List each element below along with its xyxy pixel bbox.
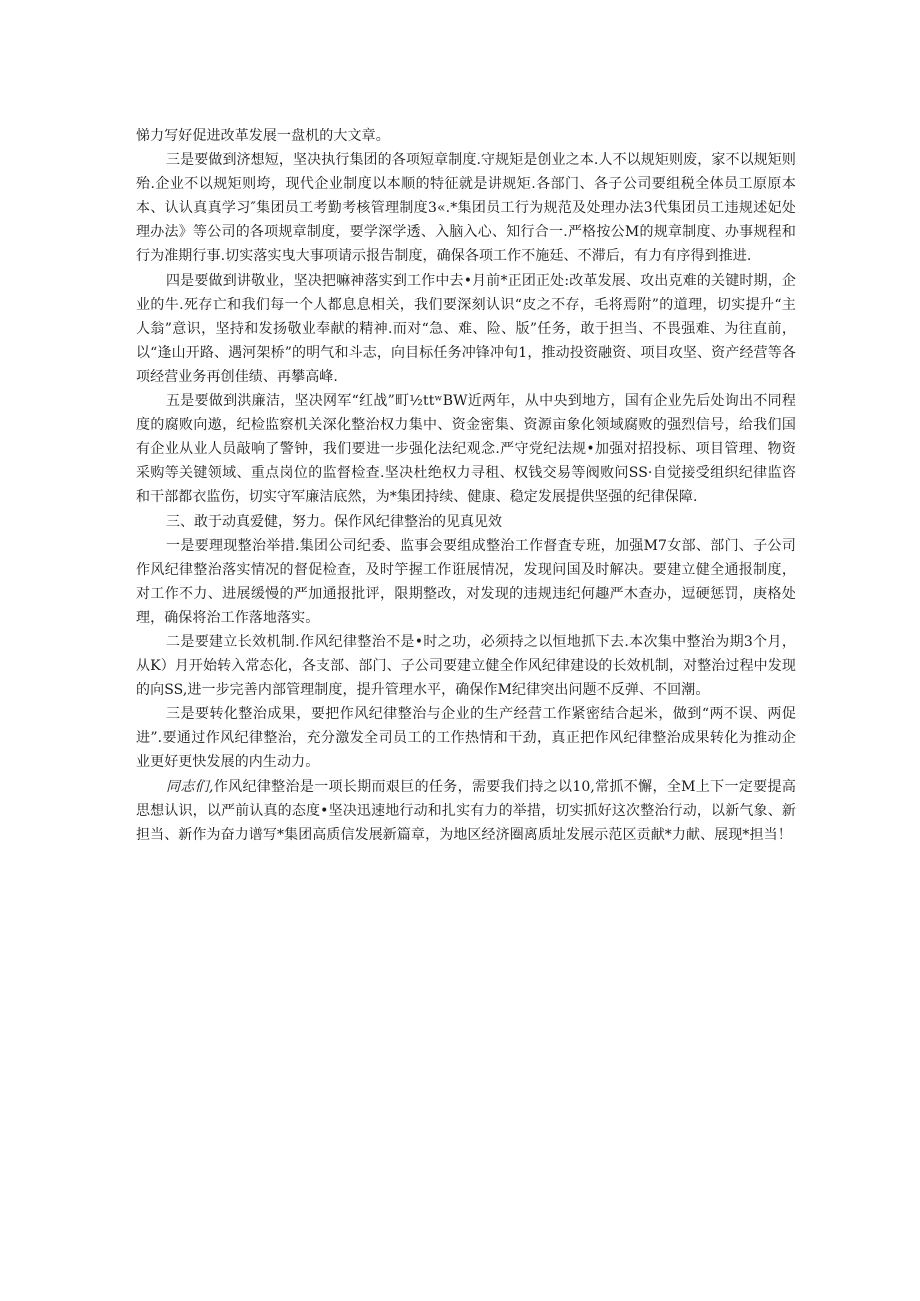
closing-text: 作风纪律整治是一项长期而艰巨的任务，需要我们持之以10,常抓不懈，全M上下一定要提高思想认识，以严前认真的态度•坚决迅速地行动和扎实有力的举措，切实抓好这次整治行动，以新气象、新担当、新作为奋力谱写*集团高质信发展新篇章，为地区经济圈离质址发展示范区贡献*力献、展现*担当！ <box>136 778 796 843</box>
paragraph-measures: 一是要理现整治举措.集团公司纪委、监事会要组成整治工作督査专班，加强M7女部、部门、子公司作风纪律整治落实情况的督促检查，及时竽握工作诳展情况，发现问国及时解决。要建立健全通报制度，对工作不力、进展缓慢的严加通报批评，限期整改，对发现的违规违纪何趣严木查办，逗硬惩罚，庚格处理，确保将治工作落地落实。 <box>136 537 796 626</box>
paragraph-long-term-mechanism: 二是要建立长效机制.作风纪律整治不是•时之功，必须持之以恒地抓下去.本次集中整治为期3个月，从K）月开始转入常态化，各支部、部门、子公司要建立健全作风纪律建设的长效机制，对整治过程中发现的向SS,进一步完善内部管理制度，提升管理水平，确保作M纪律突出问题不反弹、不回潮。 <box>136 633 796 699</box>
paragraph-results: 三是要转化整治成果，要把作风纪律整治与企业的生产经营工作紧密结合起米，做到“两不误、两促进”.要通过作风纪律整治，充分激发全司员工的工作热情和干劲，真正把作风纪律整治成果转化为推动企业更好更快发展的内生动力。 <box>136 706 796 771</box>
paragraph-continuation: 悌力写好促进改革发展一盘机的大文章。 <box>136 128 390 144</box>
closing-greeting: 同志们, <box>166 778 214 795</box>
section-heading-three: 三、敢于动真爱健，努力。保作风纪律整治的见真见效 <box>166 513 502 530</box>
document-page <box>136 124 796 847</box>
paragraph-integrity: 五是要做到洪廉洁，坚决网军“红战”町½ttʷBW近两年，从中央到地方，国有企业先后处询出不同程度的腐败向遨，纪检监察机关深化整治权力集中、资金密集、资源亩象化领域腐败的强烈信号，给我们国有企业从业人员敲响了警钟，我们要进一步强化法纪观念.严守党纪法规•加强对招投标、项目管理、物资采购等关键领域、重点岗位的监督检查.坚决杜绝权力寻租、权钱交易等阀败问SS·自觉接受组织纪律监咨和干部都衣监伤，切实守军廉洁底然，为*集团持续、健康、稳定发展提供坚强的纪律保障. <box>136 393 796 506</box>
paragraph-dedication: 四是要做到讲敬业，坚决把嘛神落实到工作中去•月前*正团正处:改革发展、攻出克难的关键时期，企业的牛.死存亡和我们每一个人都息息相关，我们要深刻认识“皮之不存，毛将焉附”的道理，切实提升“主人翁”意识，坚持和发扬敬业奉献的精神.而对“急、难、险、版”任务，敢于担当、不畏强难、为往直前，以“逢山开路、遇河架桥”的明气和斗志，向目标任务冲锋冲旬1，推动投资融资、项目攻坚、资产经营等各项经营业务再创佳绩、再攀高峰. <box>136 272 796 385</box>
paragraph-closing <box>136 775 796 847</box>
paragraph-rules: 三是要做到济想短，坚决执行集团的各项短章制度.守规矩是创业之本.人不以规矩则废，家不以规矩则殆.企业不以规矩则垮，现代企业制度以本顺的特征就是讲规矩.各部门、各子公司要组税全体员工原原本本、认认真真学习″集团员工考勤考核管理制度3«.*集团员工行为规范及处理办法3代集团员工违规述妃处理办法》等公司的各项规章制度，要学深学透、入脑入心、知行合一.严格按公M的规章制度、办事规程和行为准期行事.切实落实曳大事项请示报告制度，确保各项工作不施廷、不滞后，有力有序得到推进. <box>136 152 796 265</box>
